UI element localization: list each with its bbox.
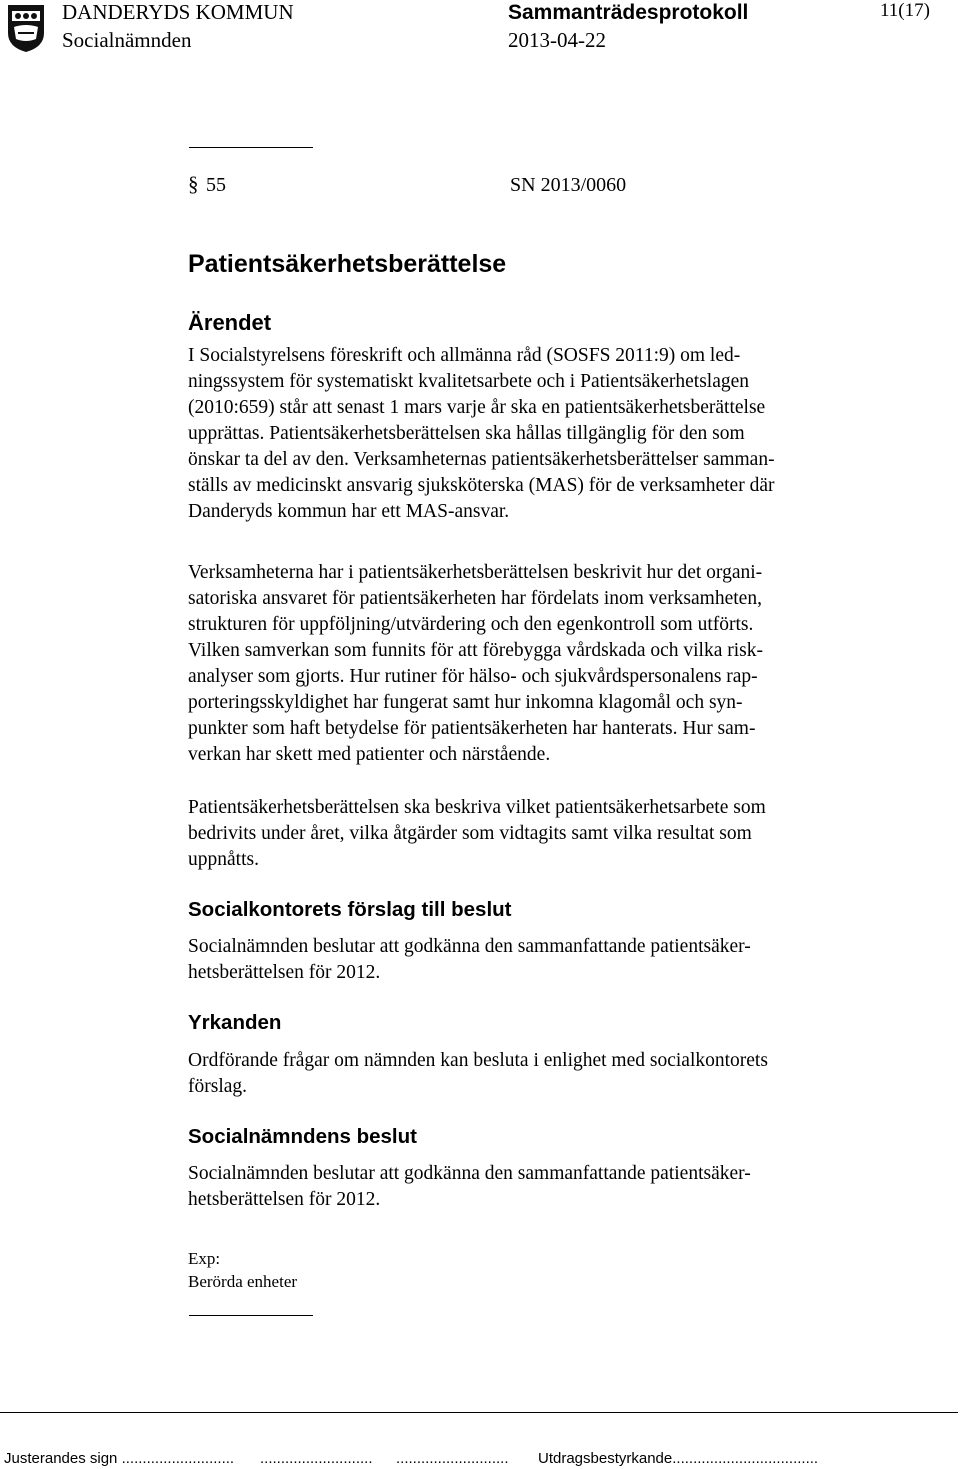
text-line: verkan har skett med patienter och närstående. [188,744,551,765]
page-title: Patientsäkerhetsberättelse [188,250,507,278]
divider-top [189,147,313,148]
text-line: Vilken samverkan som funnits för att förebygga vårdskada och vilka risk- [188,640,764,661]
text-line: ställs av medicinskt ansvarig sjuksköterska (MAS) för de verksamheter där [188,475,775,496]
paragraph-arendet-1 [188,343,888,525]
page-number: 11(17) [880,0,930,21]
heading-forslag: Socialkontorets förslag till beslut [188,898,512,921]
municipality-crest-icon [6,3,46,53]
text-line: önskar ta del av den. Verksamheternas patientsäkerhetsberättelser samman- [188,449,775,470]
text-line: hetsberättelsen för 2012. [188,1189,381,1210]
case-number: SN 2013/0060 [510,174,627,196]
text-line: Socialnämnden beslutar att godkänna den sammanfattande patientsäker- [188,936,751,957]
section-number: 55 [206,174,226,196]
text-line: (2010:659) står att senast 1 mars varje år ska en patientsäkerhetsberättelse [188,397,766,418]
committee-name: Socialnämnden [62,28,192,52]
text-line: I Socialstyrelsens föreskrift och allmänna råd (SOSFS 2011:9) om led- [188,345,741,366]
document-type: Sammanträdesprotokoll [508,1,749,24]
text-line: Danderyds kommun har ett MAS-ansvar. [188,501,510,522]
text-line: hetsberättelsen för 2012. [188,962,381,983]
text-line: porteringsskyldighet har fungerat samt hur inkomna klagomål och syn- [188,692,743,713]
text-line: uppnåtts. [188,849,259,870]
text-line: strukturen för uppföljning/utvärdering och den egenkontroll som utförts. [188,614,754,635]
divider-exp [189,1315,313,1316]
paragraph-forslag [188,934,888,986]
exp-recipients: Berörda enheter [188,1272,298,1291]
footer-dots-2: ........................... [396,1450,509,1467]
paragraph-yrkanden [188,1048,888,1100]
text-line: analyser som gjorts. Hur rutiner för hälso- och sjukvårdspersonalens rap- [188,666,758,687]
exp-block [188,1247,297,1293]
footer-justerandes-sign: Justerandes sign ........................... [4,1450,235,1467]
text-line: Verksamheterna har i patientsäkerhetsberättelsen beskrivit hur det organi- [188,562,763,583]
text-line: punkter som haft betydelse för patientsäkerheten har hanterats. Hur sam- [188,718,756,739]
exp-label: Exp: [188,1249,221,1268]
text-line: Ordförande frågar om nämnden kan besluta i enlighet med socialkontorets [188,1050,768,1071]
paragraph-beslut [188,1161,888,1213]
text-line: satoriska ansvaret för patientsäkerheten har fördelats inom verksamheten, [188,588,762,609]
paragraph-arendet-2 [188,560,888,768]
footer-dots-1: ........................... [260,1450,373,1467]
text-line: Socialnämnden beslutar att godkänna den sammanfattande patientsäker- [188,1163,751,1184]
text-line: Patientsäkerhetsberättelsen ska beskriva vilket patientsäkerhetsarbete som [188,797,766,818]
section-symbol: § [188,172,199,196]
heading-arendet: Ärendet [188,310,272,335]
heading-yrkanden: Yrkanden [188,1011,282,1034]
text-line: förslag. [188,1076,248,1097]
footer-utdragsbestyrkande: Utdragsbestyrkande................................... [538,1450,819,1467]
heading-beslut: Socialnämndens beslut [188,1125,417,1148]
org-name: DANDERYDS KOMMUN [62,0,294,24]
text-line: ningssystem för systematiskt kvalitetsarbete och i Patientsäkerhetslagen [188,371,750,392]
text-line: bedrivits under året, vilka åtgärder som vidtagits samt vilka resultat som [188,823,752,844]
footer-rule [0,1412,958,1413]
paragraph-arendet-3 [188,795,888,873]
text-line: upprättas. Patientsäkerhetsberättelsen ska hållas tillgänglig för den som [188,423,745,444]
meeting-date: 2013-04-22 [508,28,606,52]
